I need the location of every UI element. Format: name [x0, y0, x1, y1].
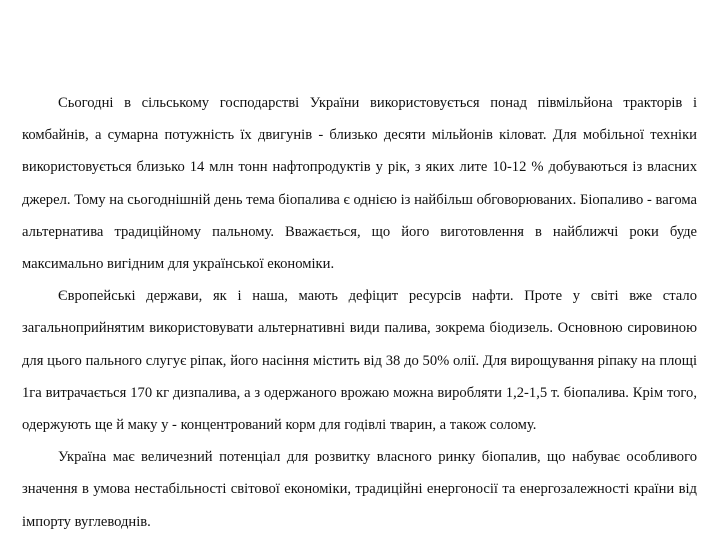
- document-body: [22, 87, 697, 538]
- paragraph-2: Європейські держави, як і наша, мають дефіцит ресурсів нафти. Проте у світі вже стало загальноприйнятим використовувати альтернативні види палива, зокрема біодизель. Основною сировиною для цього пального слугує ріпак, його насіння містить від 38 до 50% олії. Для вирощування ріпаку на площі 1га витрачається 170 кг дизпалива, а з одержаного врожаю можна виробляти 1,2-1,5 т. біопалива. Крім того, одержують ще й маку у - концентрований корм для годівлі тварин, а також солому.: [22, 288, 697, 434]
- paragraph-1: Сьогодні в сільському господарстві України використовується понад півмільйона тракторів і комбайнів, а сумарна потужність їх двигунів - близько десяти мільйонів кіловат. Для мобільної техніки використовується близько 14 млн тонн нафтопродуктів у рік, з яких лите 10-12 % добуваються із власних джерел. Тому на сьогоднішній день тема біопалива є однією із найбільш обговорюваних. Біопаливо - вагома альтернатива традиційному пальному. Вважається, що його виготовлення в найближчі роки буде максимально вигідним для української економіки.: [22, 95, 697, 273]
- paragraph-3: Україна має величезний потенціал для розвитку власного ринку біопалив, що набуває особливого значення в умова нестабільності світової економіки, традиційні енергоносії та енергозалежності країни від імпорту вуглеводнів.: [22, 449, 697, 530]
